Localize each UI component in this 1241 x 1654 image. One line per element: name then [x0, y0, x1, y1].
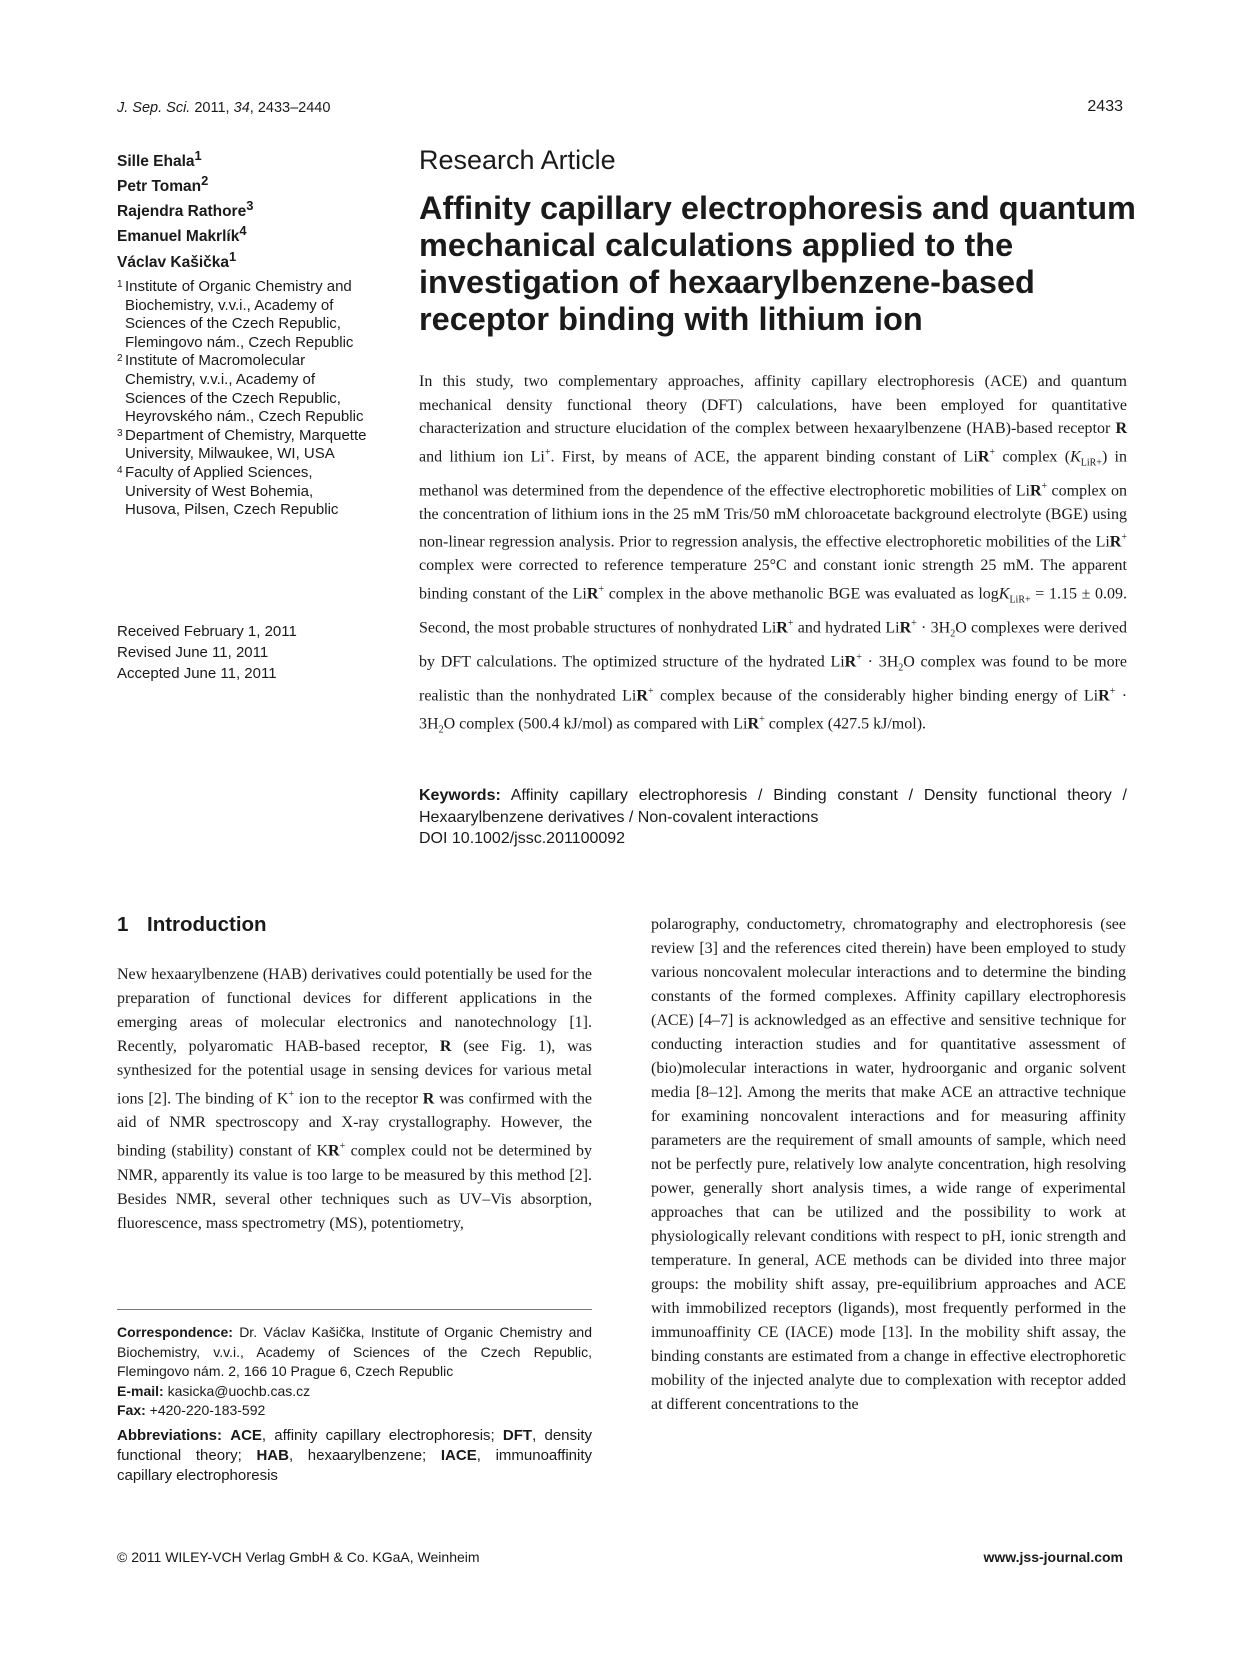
affiliation-list [117, 278, 367, 520]
affiliation: 3 Department of Chemistry, Marquette University, Milwaukee, WI, USA [117, 426, 367, 463]
keywords: Keywords: Affinity capillary electrophoresis / Binding constant / Density functional theory / Hexaarylbenzene derivatives / Non-covalent interactions DOI 10.1002/jssc.201100092 [419, 787, 1127, 847]
affiliation: 4 Faculty of Applied Sciences, University of West Bohemia, Husova, Pilsen, Czech Republic [117, 463, 339, 519]
article-dates [117, 621, 367, 684]
author: Sille Ehala$^1$ [117, 148, 202, 171]
author: Václav Kašička$^1$ [117, 248, 237, 271]
footer-copyright: © 2011 WILEY-VCH Verlag GmbH & Co. KGaA, Weinheim [117, 1549, 480, 1565]
citation-year: 2011, [190, 100, 234, 116]
section-heading-introduction: 1 Introduction [117, 913, 267, 936]
citation-volume: 34 [233, 100, 250, 116]
date-accepted: Accepted June 11, 2011 [117, 665, 277, 682]
author: Emanuel Makrlík$^4$ [117, 223, 247, 246]
date-received: Received February 1, 2011 [117, 623, 297, 640]
body-text-left-column: New hexaarylbenzene (HAB) derivatives could potentially be used for the preparation of functional devices for different applications in the emerging areas of molecular electronics and nanotechnology [1]. Recently, polyaromatic HAB-based receptor, R (see Fig. 1), was synthesized for the potential usage in sensing devices for various metal ions [2]. The binding of K+ ion to the receptor R was confirmed with the aid of NMR spectroscopy and X-ray crystallography. However, the binding (stability) constant of KR+ complex could not be determined by NMR, apparently its value is too large to be measured by this method [2]. Besides NMR, several other techniques such as UV–Vis absorption, fluorescence, mass spectrometry (MS), potentiometry, [117, 966, 593, 1232]
author-list [117, 146, 367, 272]
footnote-divider [117, 1309, 592, 1310]
date-revised: Revised June 11, 2011 [117, 644, 269, 661]
email-link[interactable]: kasicka@uochb.cas.cz [163, 1382, 311, 1399]
author: Rajendra Rathore$^3$ [117, 198, 254, 221]
article-title: Affinity capillary electrophoresis and quantum mechanical calculations applied to the investigation of hexaarylbenzene-based receptor binding with lithium ion [419, 190, 1136, 337]
doi: DOI 10.1002/jssc.201100092 [419, 830, 626, 847]
affiliation: 1 Institute of Organic Chemistry and Biochemistry, v.v.i., Academy of Sciences of the Czech Republic, Flemingovo nám., Czech Republic [117, 278, 354, 351]
correspondence-note: Correspondence: Dr. Václav Kašička, Institute of Organic Chemistry and Biochemistry, v.v.i., Academy of Sciences of the Czech Republic, Flemingovo nám. 2, 166 10 Prague 6, Czech Republic E-mail: kasicka@uochb.cas.cz Fax: +420-220-183-592 [117, 1324, 592, 1418]
section-label: Research Article [419, 145, 616, 175]
abstract: In this study, two complementary approaches, affinity capillary electrophoresis (ACE) and quantum mechanical density functional theory (DFT) calculations, have been employed for quantitative characterization and structure elucidation of the complex between hexaarylbenzene (HAB)-based receptor R and lithium ion Li+. First, by means of ACE, the apparent binding constant of LiR+ complex $(K_{LiR+})$ in methanol was determined from the dependence of the effective electrophoretic mobilities of LiR+ complex on the concentration of lithium ions in the 25 mM Tris/50 mM chloroacetate background electrolyte (BGE) using non-linear regression analysis. Prior to regression analysis, the effective electrophoretic mobilities of the LiR+ complex were corrected to reference temperature 25°C and constant ionic strength 25 mM. The apparent binding constant of the LiR+ complex in the above methanolic BGE was evaluated as logK$_{LiR+}$ = 1.15 ± 0.09. Second, the most probable structures of nonhydrated LiR+ and hydrated $LiR^+ \cdot 3H_2O$ complexes were derived by DFT calculations. The optimized structure of the hydrated $LiR^+ \cdot 3H_2O$ complex was found to be more realistic than the nonhydrated LiR+ complex because of the considerably higher binding energy of $LiR^+ \cdot 3H_2O$ complex (500.4 kJ/mol) as compared with LiR+ complex (427.5 kJ/mol). [419, 373, 1128, 736]
page-number: 2433 [1087, 98, 1123, 115]
author: Petr Toman$^2$ [117, 173, 209, 196]
abbreviations-note: Abbreviations: ACE, affinity capillary electrophoresis; DFT, density functional theory; HAB, hexaarylbenzene; IACE, immunoaffinity capillary electrophoresis [117, 1427, 593, 1484]
running-header-citation [117, 100, 330, 116]
footer-journal-link[interactable]: www.jss-journal.com [983, 1549, 1123, 1565]
affiliation: 2 Institute of Macromolecular Chemistry, v.v.i., Academy of Sciences of the Czech Republic, Heyrovského nám., Czech Republic [117, 352, 364, 426]
citation-pages: , 2433–2440 [249, 100, 331, 116]
body-text-right-column: polarography, conductometry, chromatography and electrophoresis (see review [3] and the references cited therein) have been employed to study various noncovalent molecular interactions and to determine the binding constants of the formed complexes. Affinity capillary electrophoresis (ACE) [4–7] is acknowledged as an effective and sensitive technique for conducting interaction studies and for quantitative assessment of (bio)molecular interactions in water, hydroorganic and organic solvent media [8–12]. Among the merits that make ACE an attractive technique for examining noncovalent interactions and for measuring affinity parameters are the requirement of small amounts of sample, which need not be perfectly pure, relatively low analyte concentration, high resolving power, generally short analysis times, a wide range of experimental approaches that can be utilized and the possibility to work at physiologically relevant conditions with respect to pH, ionic strength and temperature. In general, ACE methods can be divided into three major groups: the mobility shift assay, pre-equilibrium approaches and ACE with immobilized receptors (ligands), most frequently performed in the immunoaffinity CE (IACE) mode [13]. In the mobility shift assay, the binding constants are estimated from a change in effective electrophoretic mobility of the injected analyte due to complexation with receptor added at different concentrations to the [651, 916, 1126, 1413]
journal-name: J. Sep. Sci. [117, 100, 191, 116]
